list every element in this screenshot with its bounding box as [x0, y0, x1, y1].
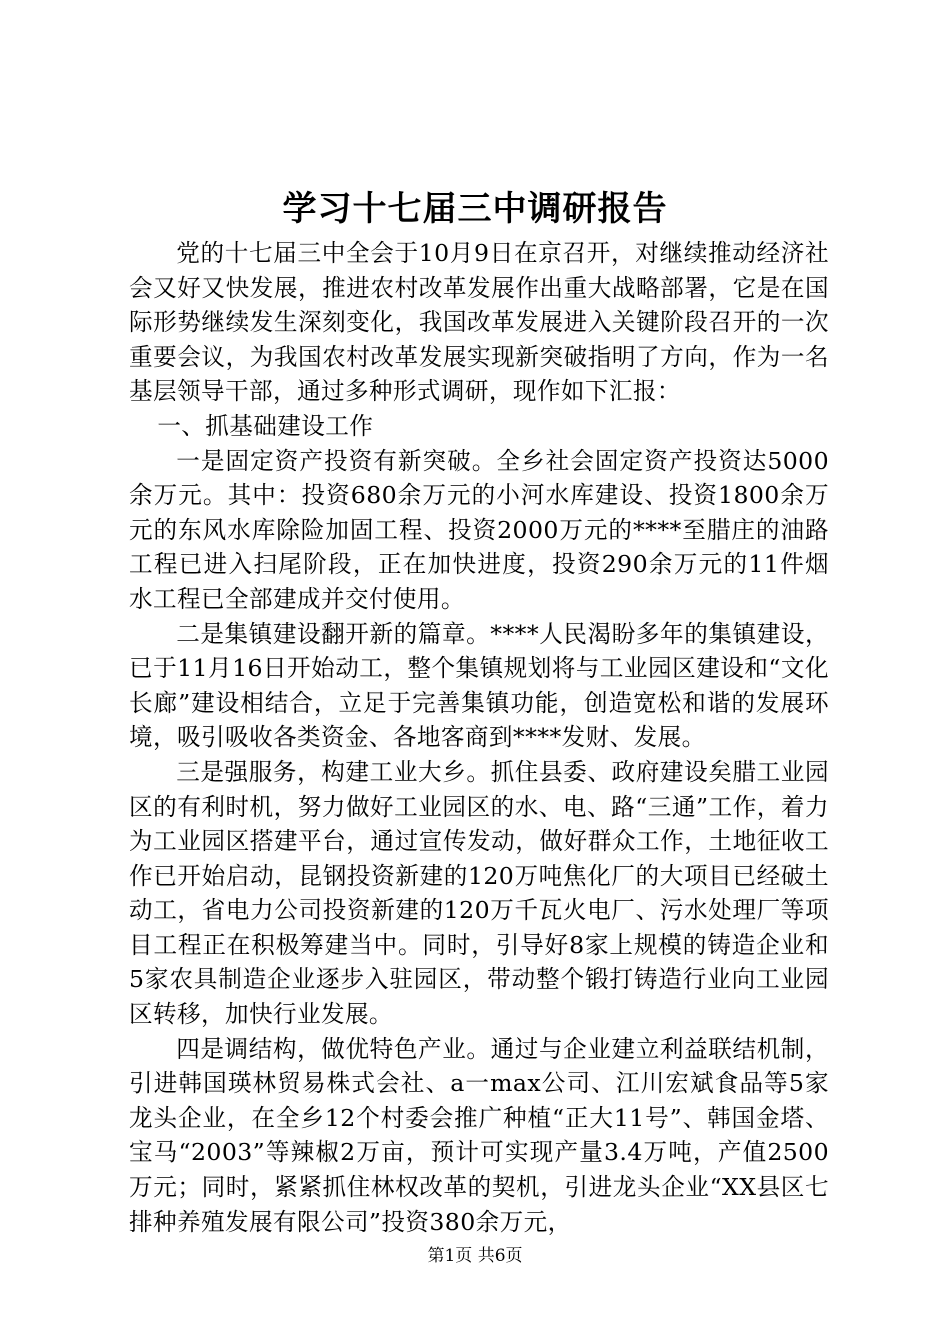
body-paragraph: 四是调结构，做优特色产业。通过与企业建立利益联结机制，引进韩国瑛林贸易株式会社、a一max公司、江川宏斌食品等5家龙头企业，在全乡12个村委会推广种植“正大11号”、韩国金塔、宝马“2003”等辣椒2万亩，预计可实现产量3.4万吨，产值2500万元；同时，紧紧抓住林权改革的契机，引进龙头企业“XX县区七排种养殖发展有限公司”投资380余万元，: [129, 1034, 829, 1236]
intro-paragraph: 党的十七届三中全会于10月9日在京召开，对继续推动经济社会又好又快发展，推进农村改革发展作出重大战略部署，它是在国际形势继续发生深刻变化，我国改革发展进入关键阶段召开的一次重要会议，为我国农村改革发展实现新突破指明了方向，作为一名基层领导干部，通过多种形式调研，现作如下汇报：: [129, 239, 829, 406]
body-paragraph: 一是固定资产投资有新突破。全乡社会固定资产投资达5000余万元。其中：投资680余万元的小河水库建设、投资1800余万元的东风水库除险加固工程、投资2000万元的****至腊庄的油路工程已进入扫尾阶段，正在加快进度，投资290余万元的11件烟水工程已全部建成并交付使用。: [129, 446, 829, 613]
section-heading: 一、抓基础建设工作: [157, 411, 374, 440]
body-paragraph: 三是强服务，构建工业大乡。抓住县委、政府建设矣腊工业园区的有利时机，努力做好工业园区的水、电、路“三通”工作，着力为工业园区搭建平台，通过宣传发动，做好群众工作，土地征收工作已开始启动，昆钢投资新建的120万吨焦化厂的大项目已经破土动工，省电力公司投资新建的120万千瓦火电厂、污水处理厂等项目工程正在积极筹建当中。同时，引导好8家上规模的铸造企业和5家农具制造企业逐步入驻园区，带动整个锻打铸造行业向工业园区转移，加快行业发展。: [129, 757, 829, 1029]
body-paragraph: 二是集镇建设翻开新的篇章。****人民渴盼多年的集镇建设，已于11月16日开始动工，整个集镇规划将与工业园区建设和“文化长廊”建设相结合，立足于完善集镇功能，创造宽松和谐的发展环境，吸引吸收各类资金、各地客商到****发财、发展。: [129, 619, 829, 752]
document-body: [129, 236, 829, 1239]
page-number-footer: 第1页 共6页: [427, 1246, 523, 1266]
document-title: 学习十七届三中调研报告: [282, 189, 668, 229]
